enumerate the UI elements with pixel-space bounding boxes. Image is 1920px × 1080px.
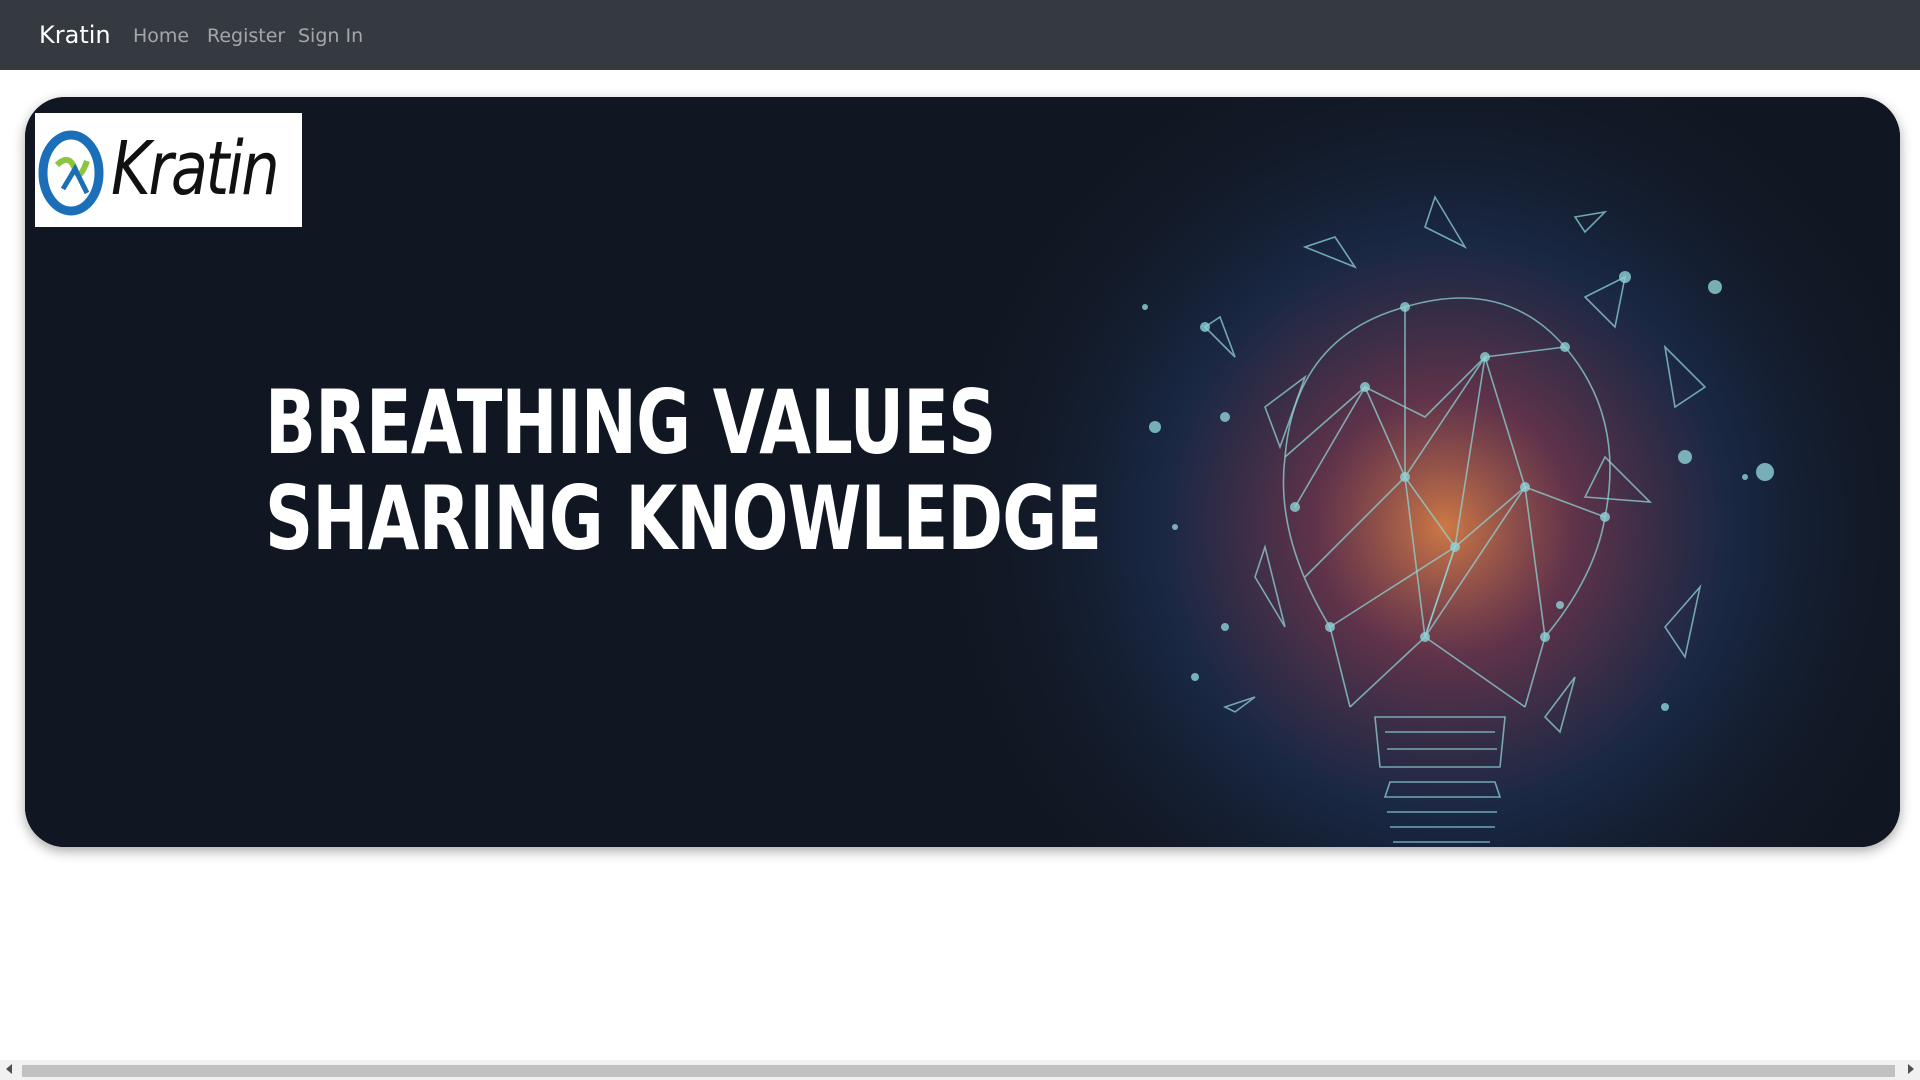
hero-headline bbox=[265, 371, 1102, 570]
headline-line-1: BREATHING VALUES bbox=[265, 371, 996, 474]
scroll-right-arrow-icon[interactable] bbox=[1908, 1064, 1914, 1074]
navbar-brand[interactable]: Kratin bbox=[39, 21, 111, 49]
logo-emblem-icon bbox=[35, 113, 115, 227]
nav-link-register[interactable]: Register bbox=[207, 25, 286, 47]
scroll-left-arrow-icon[interactable] bbox=[6, 1064, 12, 1074]
hero-banner bbox=[25, 97, 1900, 847]
navbar bbox=[0, 0, 1920, 70]
nav-link-sign-in[interactable]: Sign In bbox=[298, 25, 364, 47]
lightbulb-illustration-icon bbox=[1105, 157, 1865, 847]
kratin-logo bbox=[35, 113, 302, 227]
nav-link-home[interactable]: Home bbox=[133, 25, 190, 47]
horizontal-scrollbar[interactable] bbox=[0, 1060, 1920, 1080]
headline-line-2: SHARING KNOWLEDGE bbox=[265, 467, 1102, 570]
logo-text: Kratin bbox=[111, 126, 278, 212]
scrollbar-thumb[interactable] bbox=[22, 1065, 1895, 1077]
